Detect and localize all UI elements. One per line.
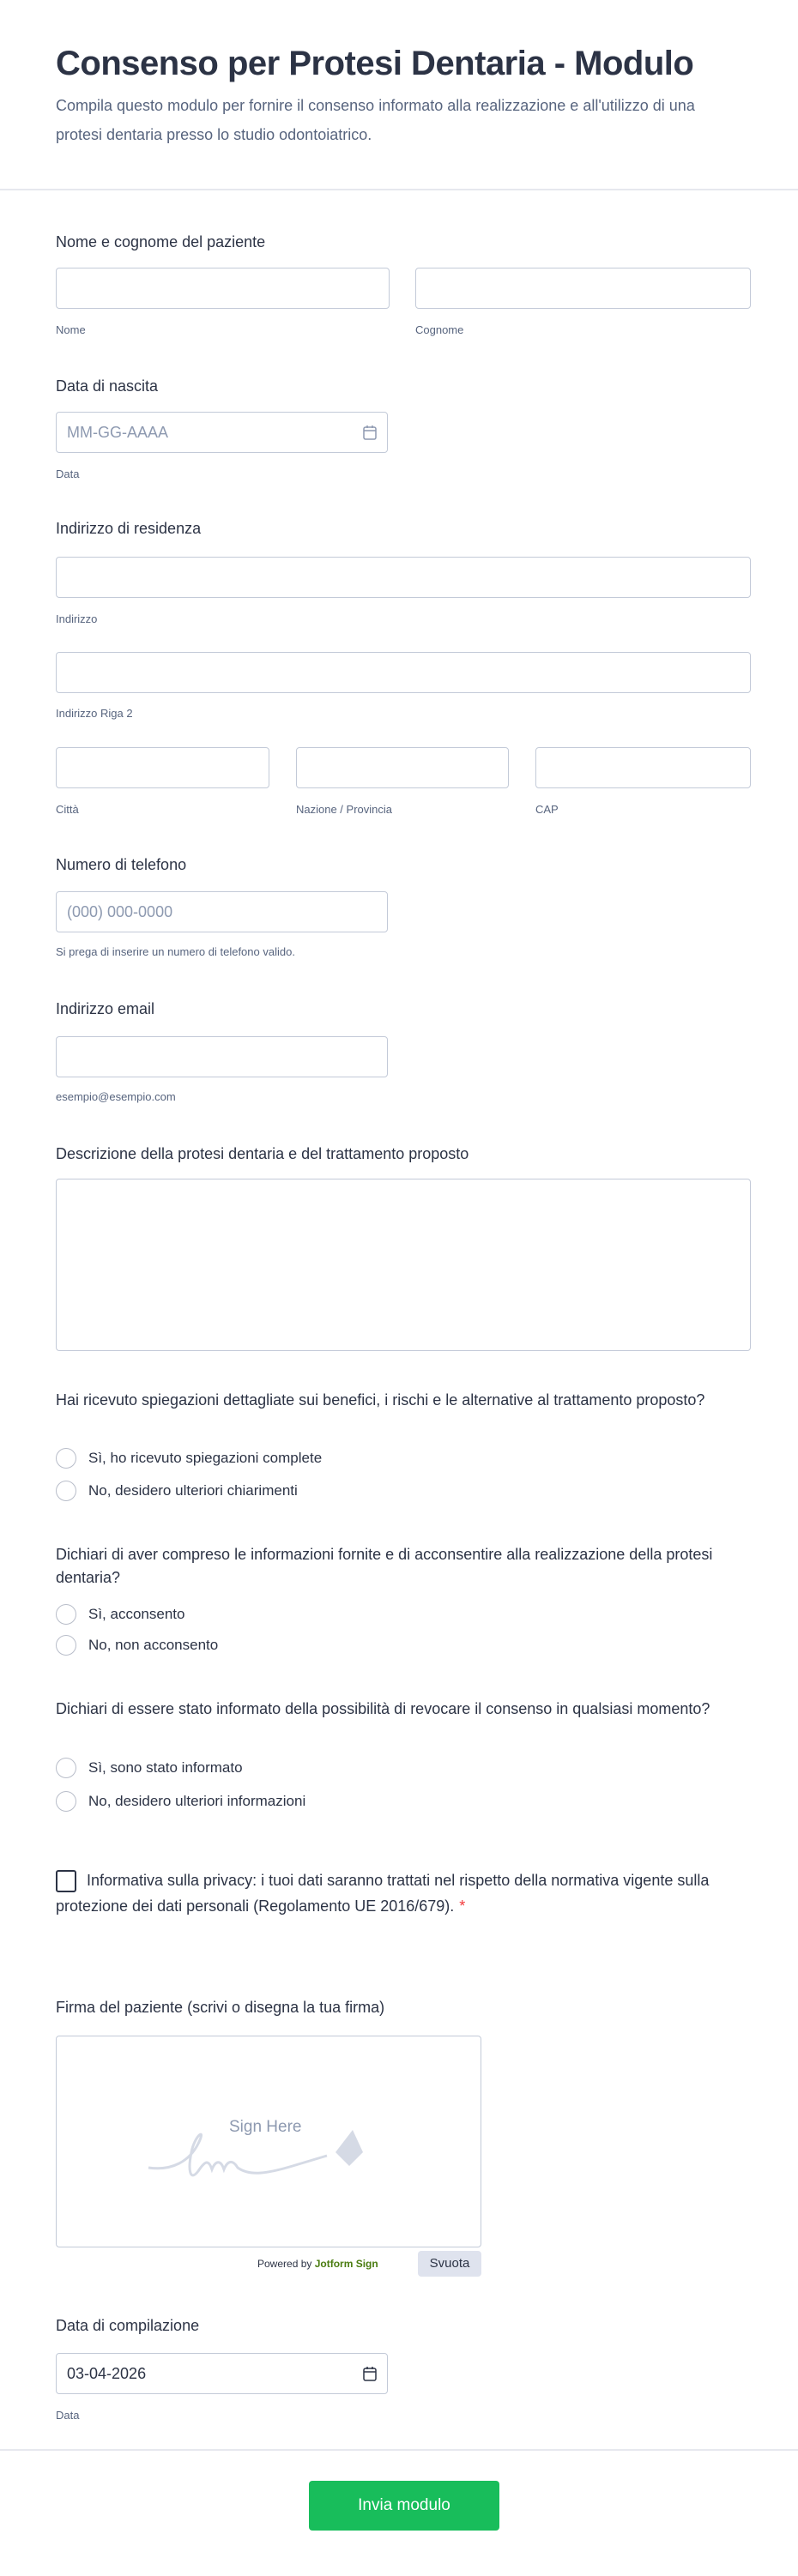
radio-option[interactable] — [56, 1604, 184, 1625]
privacy-consent[interactable] — [56, 1867, 734, 1919]
state-sublabel: Nazione / Provincia — [296, 803, 392, 816]
fill-date-label: Data di compilazione — [56, 2317, 200, 2334]
question-3: Dichiari di essere stato informato della possibilità di revocare il consenso in qualsiasi momento? — [56, 1700, 710, 1717]
signature-pad[interactable] — [56, 2036, 481, 2247]
city-input[interactable] — [56, 747, 269, 788]
submit-button[interactable]: Invia modulo — [309, 2481, 499, 2531]
divider — [0, 2449, 798, 2451]
address-line1-input[interactable] — [56, 557, 751, 598]
zip-input[interactable] — [535, 747, 751, 788]
radio-option[interactable] — [56, 1448, 322, 1469]
privacy-checkbox[interactable] — [56, 1870, 76, 1892]
radio-circle[interactable] — [56, 1758, 76, 1778]
page-description: Compila questo modulo per fornire il consenso informato alla realizzazione e all'utilizzo di una protesi dentaria presso lo studio odontoiatrico. — [56, 97, 695, 143]
radio-label: No, non acconsento — [88, 1637, 219, 1653]
address-line2-input[interactable] — [56, 652, 751, 693]
description-label: Descrizione della protesi dentaria e del trattamento proposto — [56, 1145, 469, 1162]
signature-scribble-icon — [147, 2127, 404, 2187]
state-input[interactable] — [296, 747, 509, 788]
radio-circle[interactable] — [56, 1481, 76, 1501]
address-line1-sublabel: Indirizzo — [56, 612, 98, 625]
phone-input[interactable] — [56, 891, 388, 932]
address-label: Indirizzo di residenza — [56, 520, 202, 537]
radio-label: No, desidero ulteriori informazioni — [88, 1793, 306, 1809]
calendar-icon[interactable] — [363, 2366, 377, 2381]
fill-date-sublabel: Data — [56, 2409, 80, 2422]
zip-sublabel: CAP — [535, 803, 559, 816]
radio-label: Sì, acconsento — [88, 1606, 185, 1622]
description-textarea[interactable] — [56, 1179, 751, 1351]
powered-by — [257, 2258, 378, 2270]
radio-option[interactable] — [56, 1481, 298, 1501]
first-name-input[interactable] — [56, 268, 390, 309]
radio-circle[interactable] — [56, 1635, 76, 1656]
first-name-sublabel: Nome — [56, 323, 86, 336]
calendar-icon[interactable] — [363, 425, 377, 440]
page-title: Consenso per Protesi Dentaria - Modulo — [56, 45, 694, 82]
radio-option[interactable] — [56, 1758, 243, 1778]
birth-date-placeholder: MM-GG-AAAA — [67, 424, 169, 441]
signature-label: Firma del paziente (scrivi o disegna la tua firma) — [56, 1999, 385, 2016]
radio-option[interactable] — [56, 1635, 218, 1656]
signature-placeholder: Sign Here — [229, 2118, 302, 2136]
name-label: Nome e cognome del paziente — [56, 233, 266, 250]
phone-hint: Si prega di inserire un numero di telefono valido. — [56, 945, 295, 958]
radio-circle[interactable] — [56, 1604, 76, 1625]
question-1: Hai ricevuto spiegazioni dettagliate sui benefici, i rischi e le alternative al trattamento proposto? — [56, 1391, 705, 1409]
phone-label: Numero di telefono — [56, 856, 187, 873]
divider — [0, 189, 798, 190]
phone-placeholder: (000) 000-0000 — [67, 903, 173, 920]
fill-date-input[interactable] — [56, 2353, 388, 2394]
birth-sublabel: Data — [56, 468, 80, 480]
radio-circle[interactable] — [56, 1791, 76, 1812]
jotform-sign-brand[interactable]: Jotform Sign — [314, 2258, 378, 2270]
radio-option[interactable] — [56, 1791, 305, 1812]
radio-label: Sì, ho ricevuto spiegazioni complete — [88, 1450, 323, 1466]
fill-date-value: 03-04-2026 — [67, 2365, 147, 2382]
email-input[interactable] — [56, 1036, 388, 1077]
clear-signature-button[interactable]: Svuota — [418, 2251, 481, 2277]
radio-label: Sì, sono stato informato — [88, 1759, 243, 1776]
required-asterisk: * — [459, 1897, 466, 1915]
city-sublabel: Città — [56, 803, 79, 816]
email-hint: esempio@esempio.com — [56, 1090, 176, 1103]
last-name-input[interactable] — [415, 268, 751, 309]
address-line2-sublabel: Indirizzo Riga 2 — [56, 707, 133, 720]
birth-date-input[interactable] — [56, 412, 388, 453]
privacy-text: Informativa sulla privacy: i tuoi dati saranno trattati nel rispetto della normativa vigente sulla protezione dei dati personali (Regolamento UE 2016/679). — [56, 1872, 710, 1915]
birth-label: Data di nascita — [56, 377, 159, 395]
last-name-sublabel: Cognome — [415, 323, 464, 336]
radio-circle[interactable] — [56, 1448, 76, 1469]
email-label: Indirizzo email — [56, 1000, 155, 1017]
question-2: Dichiari di aver compreso le informazioni fornite e di acconsentire alla realizzazione della protesi dentaria? — [56, 1546, 713, 1586]
radio-label: No, desidero ulteriori chiarimenti — [88, 1482, 298, 1499]
powered-text: Powered by — [257, 2258, 312, 2270]
